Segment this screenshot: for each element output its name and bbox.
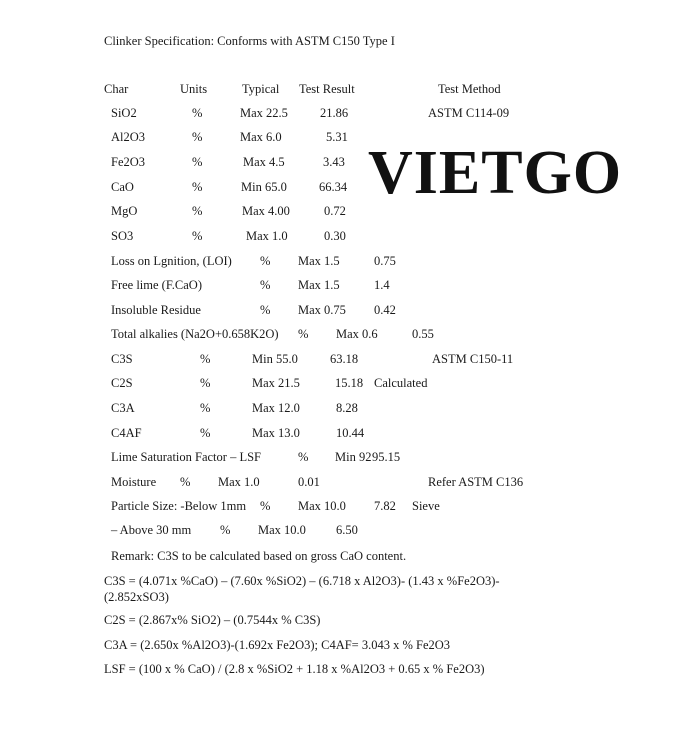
row-char: Loss on Lgnition, (LOI) — [111, 254, 232, 268]
row-typical: Min 55.0 — [252, 352, 298, 366]
formula-c3a-c4af: C3A = (2.650x %Al2O3)-(1.692x Fe2O3); C4AF= 3.043 x % Fe2O3 — [104, 638, 451, 652]
row-method: Calculated — [374, 376, 428, 390]
row-typical: Max 1.0 — [218, 475, 260, 489]
row-units: % — [200, 376, 211, 390]
row-char: – Above 30 mm — [111, 523, 192, 537]
row-typical: Max 1.0 — [246, 229, 288, 243]
header-units: Units — [180, 82, 208, 96]
header-char: Char — [104, 82, 129, 96]
header-typical: Typical — [242, 82, 280, 96]
row-result: 3.43 — [323, 155, 345, 169]
row-result: 1.4 — [374, 278, 390, 292]
row-units: % — [260, 499, 271, 513]
row-units: % — [192, 155, 203, 169]
header-test-result: Test Result — [299, 82, 355, 96]
row-units: % — [192, 204, 203, 218]
header-test-method: Test Method — [438, 82, 501, 96]
row-method: ASTM C114-09 — [428, 106, 510, 120]
row-units: % — [298, 327, 309, 341]
row-result: 63.18 — [330, 352, 359, 366]
row-result: 21.86 — [320, 106, 349, 120]
row-method: ASTM C150-11 — [432, 352, 514, 366]
row-units: % — [298, 450, 309, 464]
row-result: 10.44 — [336, 426, 365, 440]
row-units: % — [200, 352, 211, 366]
row-result: 7.82 — [374, 499, 396, 513]
row-char: SO3 — [111, 229, 134, 243]
row-char: MgO — [111, 204, 138, 218]
row-typical: Max 10.0 — [298, 499, 346, 513]
row-units: % — [192, 180, 203, 194]
row-units: % — [192, 106, 203, 120]
row-result: 0.01 — [298, 475, 320, 489]
row-result: 0.42 — [374, 303, 396, 317]
row-units: % — [192, 130, 203, 144]
formula-c3s: C3S = (4.071x %CaO) – (7.60x %SiO2) – (6.718 x Al2O3)- (1.43 x %Fe2O3)-(2.852xSO3) — [104, 574, 500, 604]
row-char: Total alkalies (Na2O+0.658K2O) — [111, 327, 279, 341]
row-units: % — [200, 401, 211, 415]
row-char: SiO2 — [111, 106, 137, 120]
row-typical: Max 22.5 — [240, 106, 288, 120]
row-units: % — [260, 303, 271, 317]
row-char: C4AF — [111, 426, 142, 440]
row-char: Moisture — [111, 475, 157, 489]
row-method: Sieve — [412, 499, 440, 513]
row-char: Free lime (F.CaO) — [111, 278, 202, 292]
row-typical: Max 10.0 — [258, 523, 306, 537]
row-char: C2S — [111, 376, 133, 390]
row-units: % — [180, 475, 191, 489]
vietgo-logo: VIETGO — [368, 139, 623, 207]
row-typical: Max 1.5 — [298, 278, 340, 292]
row-result: 0.72 — [324, 204, 346, 218]
row-result: 8.28 — [336, 401, 358, 415]
row-char: Al2O3 — [111, 130, 146, 144]
row-typical: Max 1.5 — [298, 254, 340, 268]
row-char: CaO — [111, 180, 134, 194]
row-result: 6.50 — [336, 523, 358, 537]
row-typical: Max 4.00 — [242, 204, 290, 218]
row-char: C3S — [111, 352, 133, 366]
row-method: Refer ASTM C136 — [428, 475, 524, 489]
row-typical: Max 6.0 — [240, 130, 282, 144]
row-typical: Min 65.0 — [241, 180, 287, 194]
row-result: 0.75 — [374, 254, 396, 268]
row-typical: Max 4.5 — [243, 155, 285, 169]
row-char: C3A — [111, 401, 135, 415]
row-typical: Max 13.0 — [252, 426, 300, 440]
row-typical: Max 0.75 — [298, 303, 346, 317]
row-result: 15.18 — [335, 376, 364, 390]
row-char: Lime Saturation Factor – LSF — [111, 450, 261, 464]
row-typical: Max 12.0 — [252, 401, 300, 415]
formula-c2s: C2S = (2.867x% SiO2) – (0.7544x % C3S) — [104, 613, 321, 627]
row-typical: Min 92 — [335, 450, 372, 464]
row-typical: Max 21.5 — [252, 376, 300, 390]
row-result: 0.55 — [412, 327, 434, 341]
row-char: Particle Size: -Below 1mm — [111, 499, 247, 513]
row-units: % — [260, 278, 271, 292]
row-result: 66.34 — [319, 180, 348, 194]
formula-lsf: LSF = (100 x % CaO) / (2.8 x %SiO2 + 1.18 x %Al2O3 + 0.65 x % Fe2O3) — [104, 662, 485, 676]
row-result: 5.31 — [326, 130, 348, 144]
row-units: % — [260, 254, 271, 268]
row-units: % — [192, 229, 203, 243]
row-units: % — [200, 426, 211, 440]
row-char: Fe2O3 — [111, 155, 146, 169]
row-char: Insoluble Residue — [111, 303, 201, 317]
row-typical: Max 0.6 — [336, 327, 378, 341]
row-result: 95.15 — [372, 450, 401, 464]
row-units: % — [220, 523, 231, 537]
document-title: Clinker Specification: Conforms with ASTM C150 Type I — [104, 34, 395, 48]
remark-text: Remark: C3S to be calculated based on gross CaO content. — [111, 549, 407, 563]
row-result: 0.30 — [324, 229, 346, 243]
